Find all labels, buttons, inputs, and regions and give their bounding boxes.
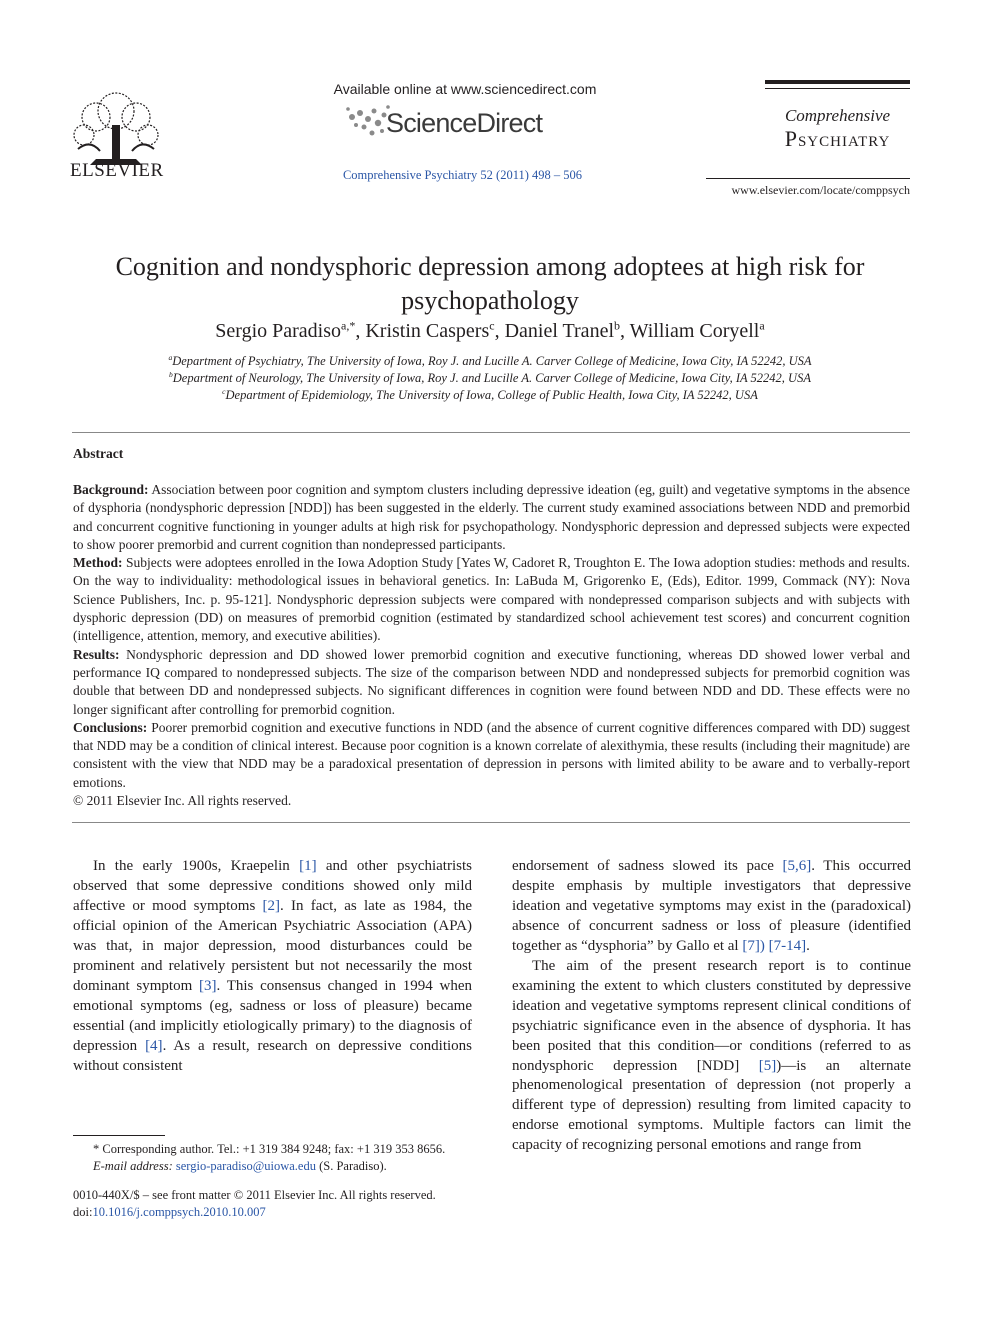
body-column-right	[512, 857, 911, 1156]
body-column-left	[73, 857, 472, 1076]
author-name: Sergio Paradiso	[215, 320, 342, 342]
author-affiliation-mark: a,*	[341, 318, 356, 333]
reference-link[interactable]: [2]	[262, 897, 281, 914]
sciencedirect-wordmark: ScienceDirect	[386, 108, 543, 138]
affiliation-c: $^c$Department of Epidemiology, The University of Iowa, College of Public Health, Iowa City, IA 52242, USA	[222, 386, 758, 402]
abstract-rule-top	[72, 432, 910, 433]
footnote	[73, 1141, 472, 1175]
header-rule-bottom	[706, 178, 910, 179]
front-matter-line: 0010-440X/$ – see front matter © 2011 Elsevier Inc. All rights reserved.	[73, 1188, 436, 1202]
journal-logo-line2: Psychiatry	[784, 126, 891, 151]
affiliation-b: $^b$Department of Neurology, The University of Iowa, Roy J. and Lucille A. Carver College of Medicine, Iowa City, IA 52242, USA	[169, 369, 811, 385]
header-rule-thin	[765, 88, 910, 89]
journal-citation-link[interactable]: Comprehensive Psychiatry 52 (2011) 498 – 506	[342, 168, 583, 182]
author-affiliation-mark: a	[759, 318, 765, 333]
doi-link[interactable]: 10.1016/j.comppsych.2010.10.007	[92, 1205, 266, 1219]
reference-link[interactable]: [7-14]	[768, 937, 807, 954]
reference-link[interactable]: [7])	[742, 937, 765, 954]
reference-link[interactable]: [3]	[198, 977, 217, 994]
abstract-rule-bottom	[72, 822, 910, 823]
email-line: E-mail address: sergio-paradiso@uiowa.edu (S. Paradiso).	[93, 1159, 387, 1173]
author-name: William Coryell	[629, 320, 760, 342]
author-name: Daniel Tranel	[504, 320, 614, 342]
author-separator: ,	[494, 320, 505, 342]
body-paragraph: The aim of the present research report is to continue examining the extent to which clusters constituted by depressive ideation and vegetative symptoms represent clinical conditions of psychiatric significance even in the absence of dysphoria. It has been posited that this condition—or conditions (referred to as nondysphoric depression [NDD] [5])—is an alternate phenomenological presentation of depression (not properly a different type of depression) resulting from limited capacity to endorse emotional symptoms. Multiple factors can limit the capacity of recognizing personal emotions and range from	[512, 957, 911, 1154]
available-online-text: Available online at www.sciencedirect.com	[333, 81, 597, 97]
footnote-rule	[73, 1135, 165, 1136]
author-list	[70, 320, 910, 343]
journal-logo-line1: Comprehensive	[784, 106, 891, 125]
author-separator: ,	[355, 320, 366, 342]
corresponding-author: * Corresponding author. Tel.: +1 319 384 9248; fax: +1 319 353 8656.	[93, 1142, 446, 1156]
journal-url-link[interactable]: www.elsevier.com/locate/comppsych	[731, 183, 910, 197]
body-paragraph: endorsement of sadness slowed its pace [5,6]. This occurred despite emphasis by multiple investigators that depressive ideation and vegetative symptoms may exist in the (paradoxical) absence of concurrent sadness or loss of pleasure (identified together as “dysphoria” by Gallo et al [7]) [7-14].	[512, 858, 911, 954]
body-paragraph: In the early 1900s, Kraepelin [1] and other psychiatrists observed that some depressive conditions showed only mild affective or mood symptoms [2]. In fact, as late as 1984, the official opinion of the American Psychiatric Association (APA) was that, in major depression, mood disturbances could be prominent and relatively persistent but not necessarily the most dominant symptom [3]. This consensus changed in 1994 when emotional symptoms (eg, sadness or loss of pleasure) became essential (and implicitly etiologically primary) to the diagnosis of depression [4]. As a result, research on depressive conditions without consistent	[73, 858, 473, 1074]
doi-line: doi:10.1016/j.comppsych.2010.10.007	[73, 1205, 266, 1219]
abstract-background: Background: Association between poor cognition and symptom clusters including depressive ideation (eg, guilt) and vegetative symptoms in the absence of dysphoria (nondysphoric depression [NDD]) has been suggested in the elderly. The current study examined associations between NDD and premorbid and concurrent cognitive functioning in younger adults at high risk for psychopathology. Nondysphoric depression and depressed subjects were expected to show poorer premorbid and current cognition than nondepressed participants.	[73, 482, 910, 552]
reference-link[interactable]: [4]	[145, 1037, 163, 1054]
affiliation-a: $^a$Department of Psychiatry, The University of Iowa, Roy J. and Lucille A. Carver College of Medicine, Iowa City, IA 52242, USA	[168, 352, 812, 368]
reference-link[interactable]: [5]	[758, 1057, 777, 1074]
reference-link[interactable]: [1]	[299, 858, 317, 874]
reference-link[interactable]: [5,6]	[782, 858, 812, 874]
author-separator: ,	[620, 320, 630, 342]
author-name: Kristin Caspers	[365, 320, 490, 342]
article-title: Cognition and nondysphoric depression among adoptees at high risk for psychopathology	[115, 252, 865, 315]
front-matter	[73, 1187, 493, 1221]
abstract-conclusions: Conclusions: Poorer premorbid cognition and executive functions in NDD (and the absence of current cognitive differences compared with DD) suggest that NDD may be a condition of clinical interest. Because poor cognition is a known correlate of alexithymia, these results (including their magnitude) are consistent with the view that NDD may be a paradoxical presentation of depression in persons with limited ability to be aware and to verbally-report emotions.	[73, 719, 911, 790]
author-affiliation-mark: b	[614, 318, 620, 333]
abstract-method: Method: Subjects were adoptees enrolled in the Iowa Adoption Study [Yates W, Cadoret R, Troughton E. The Iowa adoption studies: methods and results. On the way to individuality: methodological issues in behavioral genetics. In: LaBuda M, Grigorenko E, (Eds), Editor. 1999, Commack (NY): Nova Science Publishers, Inc. p. 95-121]. Nondysphoric depression subjects were compared with nondepressed comparison subjects and with subjects with dysphoric depression (DD) on measures of premorbid cognition (estimated by standardized school achievement test scores) and concurrent cognition (intelligence, attention, memory, and executive abilities).	[73, 555, 911, 644]
header-rule-thick	[765, 80, 910, 84]
abstract-body	[73, 481, 910, 810]
abstract-heading: Abstract	[73, 446, 124, 461]
author-affiliation-mark: c	[489, 318, 495, 333]
abstract-results: Results: Nondysphoric depression and DD showed lower premorbid cognition and executive functioning, whereas DD showed lower verbal and performance IQ compared to nondepressed subjects. The size of the comparison between NDD and nondepressed subjects for premorbid cognition was double that between DD and nondepressed subjects. No significant differences in cognition were found between NDD and DD. These effects were no longer significant after controlling for premorbid cognition.	[73, 646, 910, 717]
abstract-copyright: © 2011 Elsevier Inc. All rights reserved.	[73, 793, 292, 809]
publisher-name: ELSEVIER	[70, 160, 164, 181]
email-link[interactable]: sergio-paradiso@uiowa.edu	[175, 1159, 316, 1173]
